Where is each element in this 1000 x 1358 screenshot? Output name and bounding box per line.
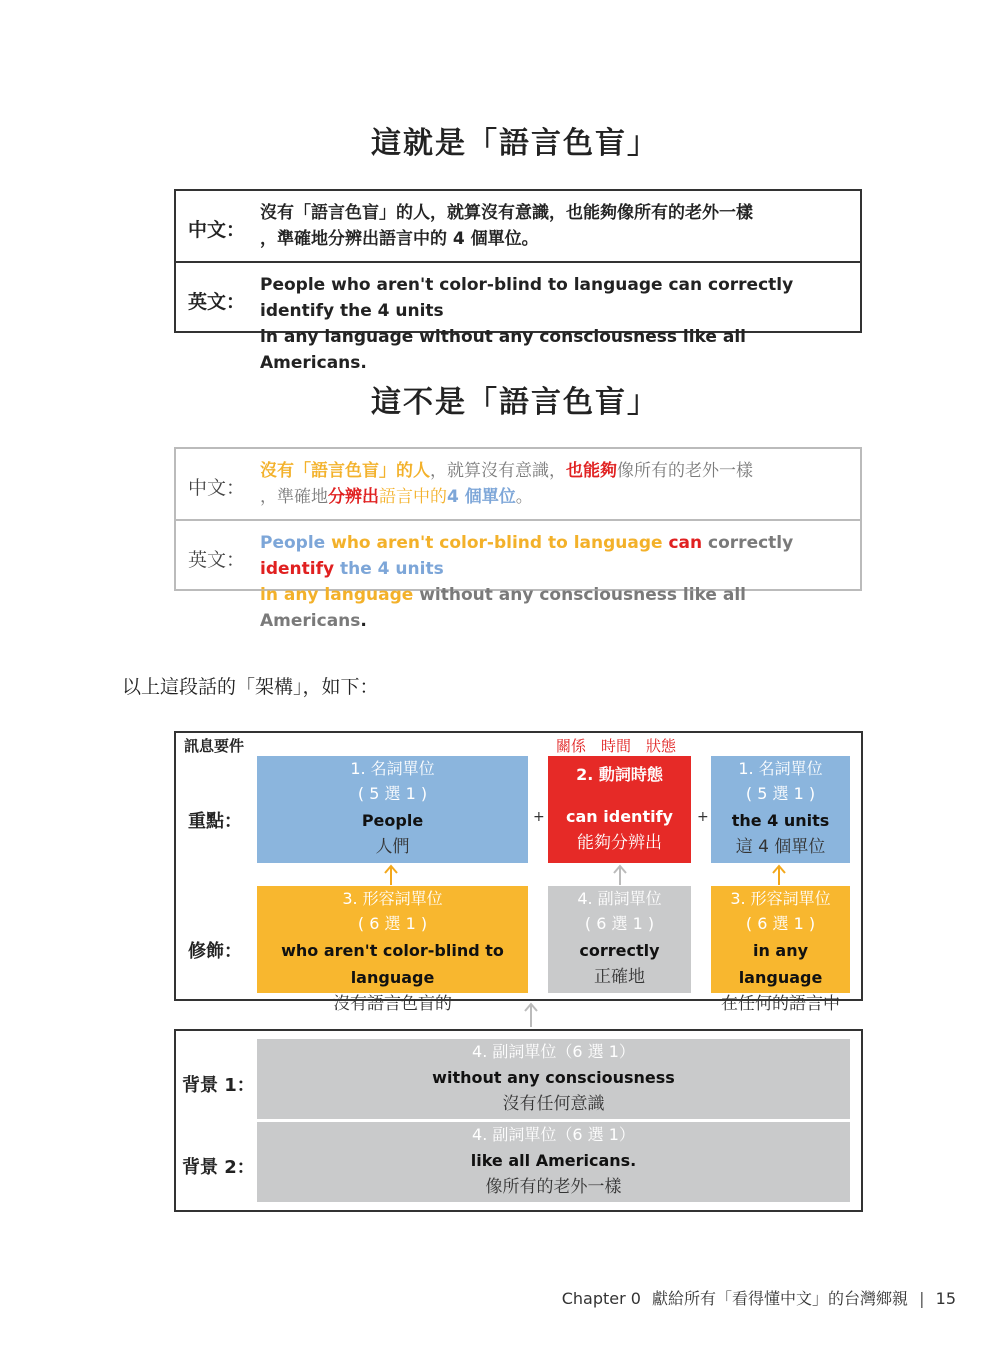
- verb-tense-box: [548, 756, 691, 863]
- footer-title: 獻給所有「看得懂中文」的台灣鄉親: [652, 1289, 909, 1308]
- page-number: 15: [935, 1289, 956, 1308]
- box-heading: 3. 形容詞單位: [342, 889, 443, 908]
- box-chinese: 能夠分辨出: [577, 833, 662, 853]
- segment-adverb: correctly: [708, 533, 794, 553]
- tense-label: 關係 時間 狀態: [556, 737, 677, 755]
- segment-punct: 。: [515, 487, 533, 507]
- box-chinese: 沒有語言色盲的: [333, 994, 452, 1014]
- chinese-label: 中文：: [188, 219, 246, 241]
- arrow-up-icon: [771, 864, 787, 886]
- chinese-line-2: ，準確地分辨出語言中的 4 個單位。: [260, 229, 539, 249]
- row-divider: [176, 519, 860, 521]
- box-heading: 1. 名詞單位: [350, 759, 435, 778]
- page-footer: [562, 1286, 956, 1309]
- chinese-colored-line-2: [260, 484, 848, 510]
- row-divider: [176, 261, 860, 263]
- segment-noun: 沒有「語言色盲」的人: [260, 461, 430, 481]
- box-english: People: [361, 811, 424, 830]
- segment-adverb: 像所有的老外一樣: [617, 461, 753, 481]
- segment-verb: identify: [260, 559, 340, 579]
- noun-unit-box-2: [711, 756, 850, 863]
- structure-diagram-main: [174, 731, 863, 1014]
- arrow-up-icon: [523, 1002, 539, 1028]
- footer-divider: |: [919, 1289, 925, 1308]
- english-label: 英文：: [188, 291, 246, 313]
- box-english: who aren't color-blind to language: [281, 941, 504, 987]
- box-heading: 4. 副詞單位（6 選 1）: [472, 1125, 635, 1144]
- segment-noun: People: [260, 533, 332, 553]
- structure-intro: 以上這段話的「架構」，如下：: [122, 676, 379, 698]
- english-text: [260, 272, 848, 376]
- background-adverb-box-1: [257, 1039, 850, 1119]
- english-colored-text: [260, 530, 848, 634]
- segment-noun: the 4 units: [339, 559, 444, 579]
- box-english: like all Americans.: [470, 1151, 637, 1170]
- chinese-label: 中文：: [188, 477, 246, 499]
- background-1-label: 背景 1：: [182, 1075, 255, 1096]
- box-chinese: 人們: [375, 837, 410, 857]
- segment-adjective: who aren't color-blind to language: [331, 533, 669, 553]
- english-label: 英文：: [188, 549, 246, 571]
- segment-noun: 4 個單位: [447, 487, 516, 507]
- box-chinese: 像所有的老外一樣: [485, 1177, 622, 1197]
- segment-verb: can: [668, 533, 709, 553]
- plus-sign: +: [697, 809, 709, 825]
- background-adverb-box-2: [257, 1122, 850, 1202]
- box-chinese: 在任何的語言中: [721, 994, 840, 1014]
- arrow-up-icon: [383, 864, 399, 886]
- adjective-unit-box-1: [257, 886, 528, 1014]
- background-2-label: 背景 2：: [182, 1157, 255, 1178]
- box-heading: 4. 副詞單位（6 選 1）: [472, 1042, 635, 1061]
- segment-adverb: ，準確地: [260, 487, 328, 507]
- info-elements-label: 訊息要件: [184, 737, 245, 755]
- box-english: correctly: [579, 941, 660, 960]
- section-title-is-not: 這不是「語言色盲」: [371, 385, 659, 420]
- box-english: can identify: [566, 807, 673, 826]
- box-english: the 4 units: [731, 811, 830, 830]
- english-colored-line-2: [260, 582, 848, 634]
- adverb-unit-box: [548, 886, 691, 993]
- segment-adverb: ，就算沒有意識，: [430, 461, 566, 481]
- box-choice: ( 6 選 1 ): [357, 914, 428, 933]
- box-heading: 4. 副詞單位: [577, 889, 662, 908]
- segment-adverb: without any consciousness like all Americans: [260, 585, 746, 631]
- chinese-text: [260, 200, 848, 252]
- chinese-colored-line-1: [260, 458, 848, 484]
- box-choice: ( 5 選 1 ): [357, 784, 428, 803]
- adjective-unit-box-2: [711, 886, 850, 1014]
- box-heading: 3. 形容詞單位: [730, 889, 831, 908]
- box-choice: ( 5 選 1 ): [745, 784, 816, 803]
- plus-sign: +: [533, 809, 545, 825]
- box-heading: 1. 名詞單位: [738, 759, 823, 778]
- structure-diagram-background: [174, 1029, 863, 1212]
- chinese-colored-text: [260, 458, 848, 510]
- box-heading: 2. 動詞時態: [576, 765, 663, 784]
- segment-verb: 分辨出: [328, 487, 379, 507]
- box-chinese: 沒有任何意識: [502, 1094, 605, 1114]
- box-chinese: 這 4 個單位: [735, 837, 826, 857]
- modifier-label: 修飾：: [188, 941, 242, 962]
- noun-unit-box-1: [257, 756, 528, 863]
- box-english: without any consciousness: [432, 1068, 675, 1087]
- english-line-2: in any language without any consciousness like all Americans.: [260, 327, 746, 373]
- chinese-line-1: 沒有「語言色盲」的人，就算沒有意識，也能夠像所有的老外一樣: [260, 203, 753, 223]
- segment-punct: .: [360, 611, 367, 631]
- english-colored-line-1: [260, 530, 848, 582]
- section-title-is: 這就是「語言色盲」: [371, 126, 659, 161]
- focus-label: 重點：: [188, 811, 242, 832]
- english-line-1: People who aren't color-blind to language can correctly identify the 4 units: [260, 275, 794, 321]
- box-english: in any language: [738, 941, 823, 987]
- box-choice: ( 6 選 1 ): [745, 914, 816, 933]
- footer-chapter: Chapter 0: [561, 1289, 641, 1308]
- definition-table: [174, 189, 862, 373]
- box-chinese: 正確地: [594, 967, 645, 987]
- segment-adjective: 語言中的: [379, 487, 447, 507]
- segment-adjective: in any language: [260, 585, 420, 605]
- segment-verb: 也能夠: [566, 461, 617, 481]
- box-choice: ( 6 選 1 ): [584, 914, 655, 933]
- arrow-up-icon: [612, 864, 628, 886]
- colored-table: [174, 447, 862, 631]
